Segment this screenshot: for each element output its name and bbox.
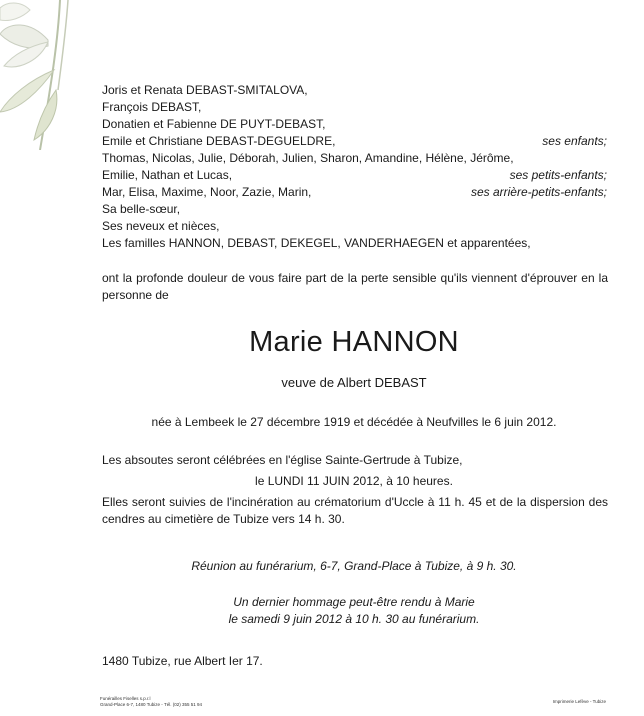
ceremony-line-3: Elles seront suivies de l'incinération au crématorium d'Uccle à 11 h. 45 et de la dispersion des cendres au cimetière de Tubize vers 14 h. 30. bbox=[102, 495, 608, 526]
birth-death-text: née à Lembeek le 27 décembre 1919 et décédée à Neufvilles le 6 juin 2012. bbox=[151, 415, 557, 429]
address-text: 1480 Tubize, rue Albert Ier 17. bbox=[102, 654, 263, 668]
family-line-2: François DEBAST, bbox=[102, 100, 202, 114]
lily-flower-decoration bbox=[0, 0, 110, 150]
family-line-1: Joris et Renata DEBAST-SMITALOVA, bbox=[102, 83, 308, 97]
relation-grandchildren: ses petits-enfants; bbox=[509, 168, 607, 182]
tribute-line-1: Un dernier hommage peut-être rendu à Marie bbox=[233, 595, 475, 609]
family-line-10: Les familles HANNON, DEBAST, DEKEGEL, VANDERHAEGEN et apparentées, bbox=[102, 236, 531, 250]
footer-funeral-home bbox=[100, 696, 202, 708]
footer-printer: Imprimerie Lefève - Tubize bbox=[552, 699, 606, 704]
ceremony-line-1: Les absoutes seront célébrées en l'église Sainte-Gertrude à Tubize, bbox=[102, 453, 463, 467]
family-line-7: Mar, Elisa, Maxime, Noor, Zazie, Marin, bbox=[102, 185, 312, 199]
tribute-line-2: le samedi 9 juin 2012 à 10 h. 30 au funérarium. bbox=[228, 612, 480, 626]
relation-children: ses enfants; bbox=[542, 134, 607, 148]
announcement-text: ont la profonde douleur de vous faire part de la perte sensible qu'ils viennent d'éprouver en la personne de bbox=[102, 271, 608, 302]
family-line-5: Thomas, Nicolas, Julie, Déborah, Julien, Sharon, Amandine, Hélène, Jérôme, bbox=[102, 151, 514, 165]
family-line-9: Ses neveux et nièces, bbox=[102, 219, 220, 233]
widow-of-text: veuve de Albert DEBAST bbox=[281, 375, 427, 390]
family-line-4: Emile et Christiane DEBAST-DEGUELDRE, bbox=[102, 134, 336, 148]
footer-left-line-2: Grand-Place 6-7, 1480 Tubize - Tél. (02) 355 51 94 bbox=[100, 702, 202, 707]
family-line-3: Donatien et Fabienne DE PUYT-DEBAST, bbox=[102, 117, 326, 131]
relation-great-grandchildren: ses arrière-petits-enfants; bbox=[470, 185, 607, 199]
deceased-name: Marie HANNON bbox=[249, 326, 459, 358]
reunion-text: Réunion au funérarium, 6-7, Grand-Place à Tubize, à 9 h. 30. bbox=[191, 559, 517, 573]
ceremony-line-2: le LUNDI 11 JUIN 2012, à 10 heures. bbox=[255, 474, 453, 488]
footer-left-line-1: Funérailles Fiselles s.p.r.l bbox=[100, 696, 151, 701]
family-line-6: Emilie, Nathan et Lucas, bbox=[102, 168, 233, 182]
family-line-8: Sa belle-sœur, bbox=[102, 202, 181, 216]
